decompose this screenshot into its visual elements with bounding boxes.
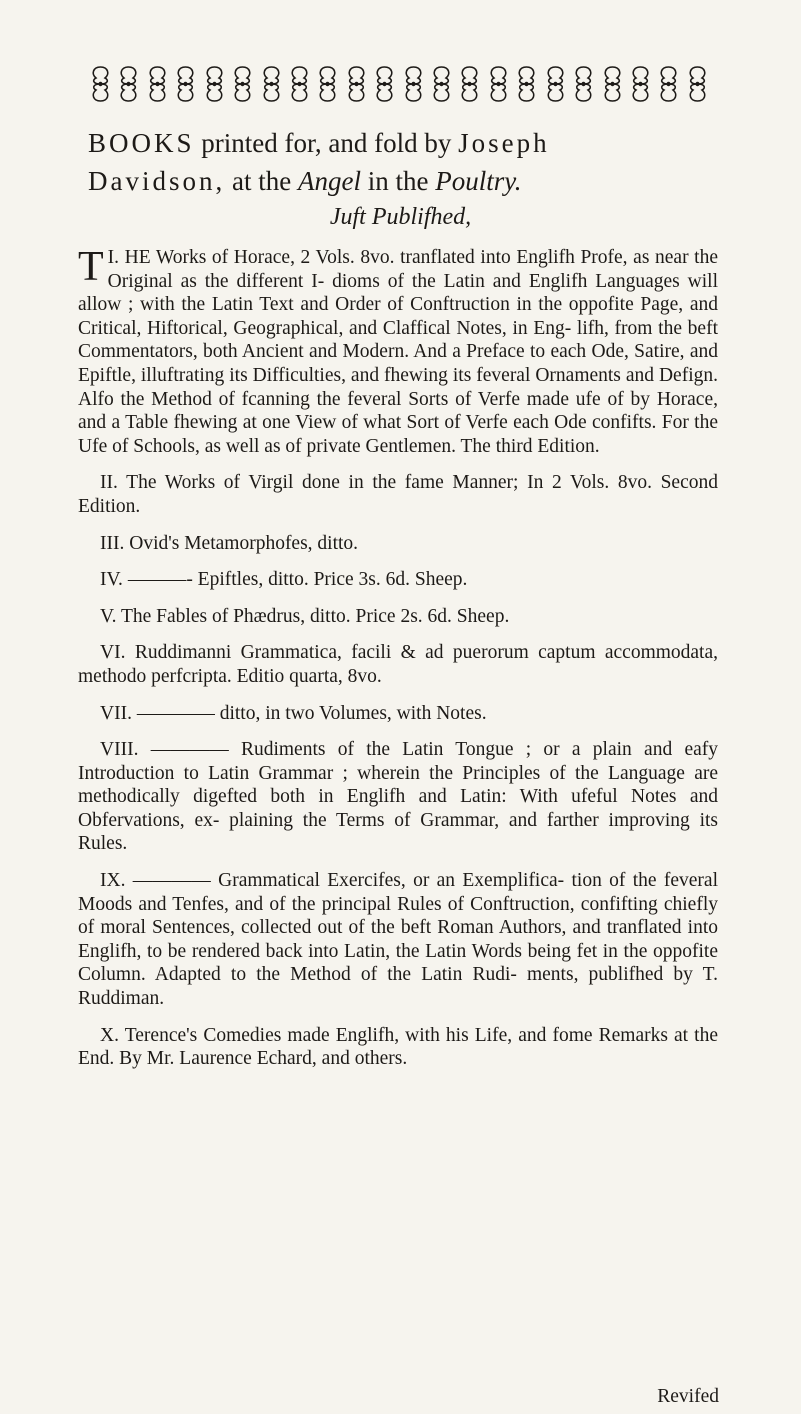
list-item [78,869,718,1011]
entry-text: The Works of Virgil done in the fame Manner; In 2 Vols. 8vo. Second Edition. [78,472,718,517]
fleuron-ornament-icon [259,64,284,104]
fleuron-ornament-icon [685,64,710,104]
entry-text: Terence's Comedies made Englifh, with his Life, and fome Remarks at the End. By Mr. Laurence Echard, and others. [78,1024,719,1070]
fleuron-ornament-icon [116,64,141,104]
list-item [78,702,718,726]
header-davidson: Davidson, [88,166,226,196]
entry-text: ———— Grammatical Exercifes, or an Exemplifica- tion of the feveral Moods and Tenfes, and of the principal Rules of Conftruction, confifting chiefly of moral Sentences, collected out of the beft Roman Authors, and tranflated into Englifh, to be rendered back into Latin, the Latin Words being fet in the oppofite Column. Adapted to the Method of the Latin Rudi- ments, publifhed by T. Ruddiman. [78,870,718,1010]
subtitle: Juft Publifhed, [329,204,472,230]
page-header [88,124,710,200]
fleuron-ornament-icon [315,64,340,104]
list-item [78,246,718,458]
list-item [78,1024,718,1071]
entry-number: VIII. [100,739,139,761]
entry-text: The Fables of Phædrus, ditto. Price 2s. 6d. Sheep. [120,605,510,627]
fleuron-ornament-icon [656,64,681,104]
entry-text: ———- Epiftles, ditto. Price 3s. 6d. Sheep. [127,569,468,591]
header-printed-for: printed for, and fold by [201,128,452,158]
fleuron-ornament-icon [372,64,397,104]
entry-text: ———— Rudiments of the Latin Tongue ; or a plain and eafy Introduction to Latin Grammar ; wherein the Principles of the Language are methodically digefted both in Englifh and Latin: With ufeful Notes and Obfervations, ex- plaining the Terms of Grammar, and farther improving its Rules. [78,739,718,855]
fleuron-ornament-icon [457,64,482,104]
catchword: Revifed [657,1386,719,1407]
entry-number: VI. [100,642,126,664]
list-item [78,568,718,592]
book-list [78,246,718,1084]
entry-number: X. [100,1024,119,1046]
fleuron-ornament-icon [514,64,539,104]
fleuron-ornament-icon [88,64,113,104]
entry-number: II. [100,472,118,494]
fleuron-ornament-icon [202,64,227,104]
header-books: BOOKS [88,128,195,158]
entry-number: VII. [100,702,132,724]
entry-number: IV. [100,569,123,591]
entry-number: V. [100,605,117,627]
entry-number: IX. [100,870,126,892]
entry-text: ———— ditto, in two Volumes, with Notes. [136,702,487,724]
header-angel: Angel [297,166,361,196]
entry-text: Ruddimanni Grammatica, facili & ad puerorum captum accommodata, methodo perfcripta. Editio quarta, 8vo. [78,642,719,687]
fleuron-ornament-icon [401,64,426,104]
fleuron-ornament-icon [486,64,511,104]
list-item [78,605,718,629]
fleuron-ornament-icon [287,64,312,104]
entry-number: III. [100,532,125,554]
entry-text: HE Works of Horace, 2 Vols. 8vo. tranflated into Englifh Profe, as near the Original as the different I- dioms of the Latin and Englifh Languages will allow ; with the Latin Text and Order of Conftruction in the oppofite Page, and Critical, Hiftorical, Geographical, and Claffical Notes, in Eng- lifh, from the beft Commentators, both Ancient and Modern. And a Preface to each Ode, Satire, and Epiftle, illuftrating its Difficulties, and fhewing its feveral Ornaments and Defign. Alfo the Method of fcanning the feveral Sorts of Verfe made ufe of by Horace, and a Table fhewing at one View of what Sort of Verfe each Ode confifts. For the Ufe of Schools, as well as of private Gentlemen. The third Edition. [78,247,718,457]
fleuron-ornament-icon [628,64,653,104]
fleuron-ornament-icon [145,64,170,104]
list-item [78,471,718,518]
list-item [78,641,718,688]
entry-number: I. [107,247,120,268]
header-joseph: Joseph [458,128,550,158]
fleuron-ornament-icon [173,64,198,104]
drop-cap: T [78,244,104,290]
entry-text: Ovid's Metamorphofes, ditto. [129,532,359,554]
fleuron-ornament-icon [543,64,568,104]
list-item [78,738,718,856]
list-item [78,532,718,556]
fleuron-ornament-icon [230,64,255,104]
fleuron-ornament-icon [571,64,596,104]
ornament-border [88,62,710,106]
fleuron-ornament-icon [429,64,454,104]
header-at-the: at the [232,166,292,196]
header-poultry: Poultry. [435,166,522,196]
header-in-the: in the [367,166,429,196]
fleuron-ornament-icon [344,64,369,104]
fleuron-ornament-icon [600,64,625,104]
